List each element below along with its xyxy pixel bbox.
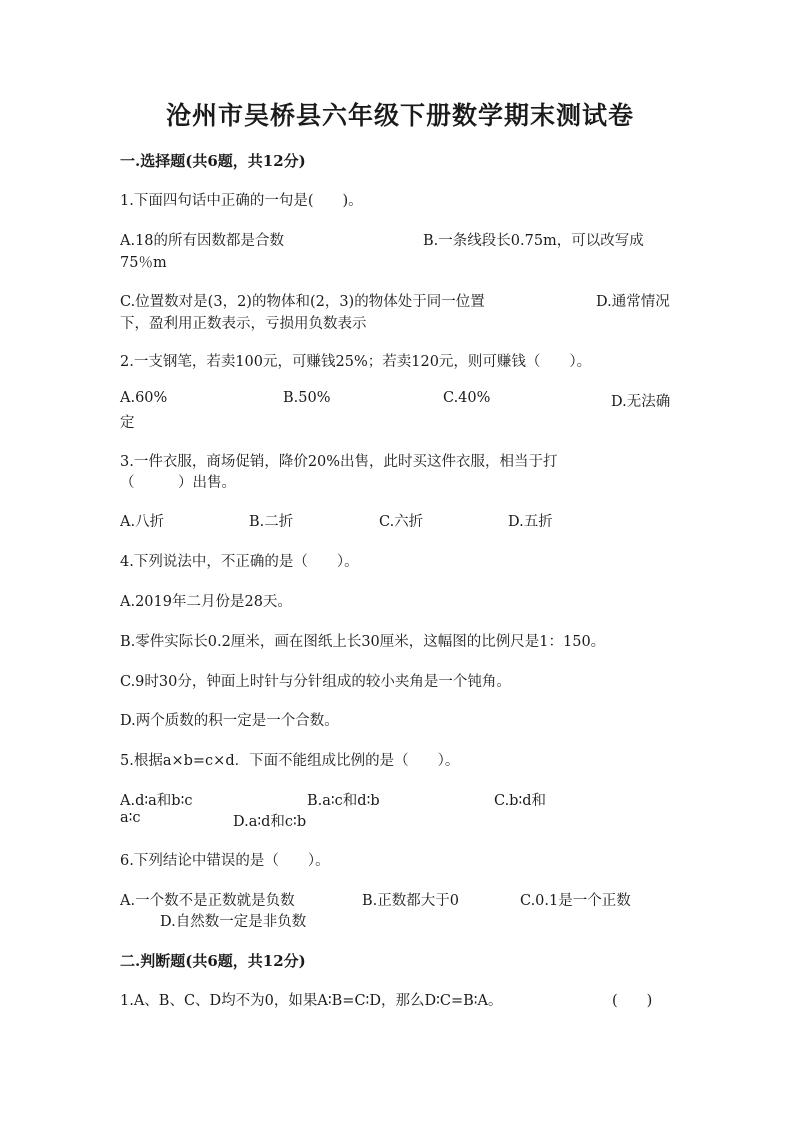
question-5-option-d: D.a∶d和c∶b	[233, 814, 307, 830]
question-5-stem: 5.根据a×b=c×d．下面不能组成比例的是（ ）。	[120, 753, 460, 769]
question-2-stem: 2.一支钢笔，若卖100元，可赚钱25%；若卖120元，则可赚钱（ ）。	[120, 354, 592, 370]
page-title: 沧州市吴桥县六年级下册数学期末测试卷	[165, 101, 634, 130]
question-4-option-c: C.9时30分，钟面上时针与分针组成的较小夹角是一个钝角。	[120, 674, 511, 690]
question-2-option-a: A.60%	[120, 390, 168, 406]
question-1-option-d-continued: 下，盈利用正数表示，亏损用负数表示	[120, 316, 367, 332]
question-2-option-d-continued: 定	[120, 415, 135, 431]
question-6-option-c: C.0.1是一个正数	[520, 893, 631, 909]
question-6-option-a: A.一个数不是正数就是负数	[120, 893, 295, 909]
question-5-option-b: B.a∶c和d∶b	[307, 793, 380, 809]
question-3-option-b: B.二折	[249, 514, 294, 530]
question-4-option-d: D.两个质数的积一定是一个合数。	[120, 713, 339, 729]
question-4-option-a: A.2019年二月份是28天。	[120, 594, 292, 610]
judgment-1-answer-blank: ( )	[612, 993, 653, 1009]
question-2-option-b: B.50%	[283, 390, 331, 406]
question-1-option-d: D.通常情况	[596, 294, 670, 310]
section-true-false-heading: 二.判断题(共6题，共12分)	[120, 952, 306, 970]
question-1-stem: 1.下面四句话中正确的一句是( )。	[120, 193, 363, 209]
question-4-option-b: B.零件实际长0.2厘米，画在图纸上长30厘米，这幅图的比例尺是1：150。	[120, 634, 606, 650]
question-5-option-c-continued: a∶c	[120, 810, 141, 826]
question-2-option-d: D.无法确	[611, 394, 671, 410]
question-3-option-a: A.八折	[120, 514, 165, 530]
question-6-stem: 6.下列结论中错误的是（ ）。	[120, 853, 330, 869]
question-6-option-d: D.自然数一定是非负数	[160, 914, 307, 930]
question-1-option-c: C.位置数对是(3，2)的物体和(2，3)的物体处于同一位置	[120, 294, 485, 310]
question-1-option-b-continued: 75％m	[120, 255, 167, 271]
question-3-stem: 3.一件衣服，商场促销，降价20%出售，此时买这件衣服，相当于打	[120, 454, 558, 470]
question-3-stem-continued: （ ）出售。	[120, 475, 236, 491]
question-1-option-b: B.一条线段长0.75m，可以改写成	[423, 233, 644, 249]
section-multiple-choice-heading: 一.选择题(共6题，共12分)	[120, 152, 306, 170]
question-2-option-c: C.40%	[443, 390, 491, 406]
question-5-option-a: A.d∶a和b∶c	[120, 793, 193, 809]
question-3-option-c: C.六折	[379, 514, 424, 530]
question-1-option-a: A.18的所有因数都是合数	[120, 233, 285, 249]
judgment-1-stem: 1.A、B、C、D均不为0，如果A∶B=C∶D，那么D∶C=B∶A。	[120, 993, 503, 1009]
question-6-option-b: B.正数都大于0	[362, 893, 459, 909]
question-5-option-c: C.b∶d和	[494, 793, 547, 809]
question-4-stem: 4.下列说法中，不正确的是（ ）。	[120, 554, 359, 570]
question-3-option-d: D.五折	[508, 514, 553, 530]
